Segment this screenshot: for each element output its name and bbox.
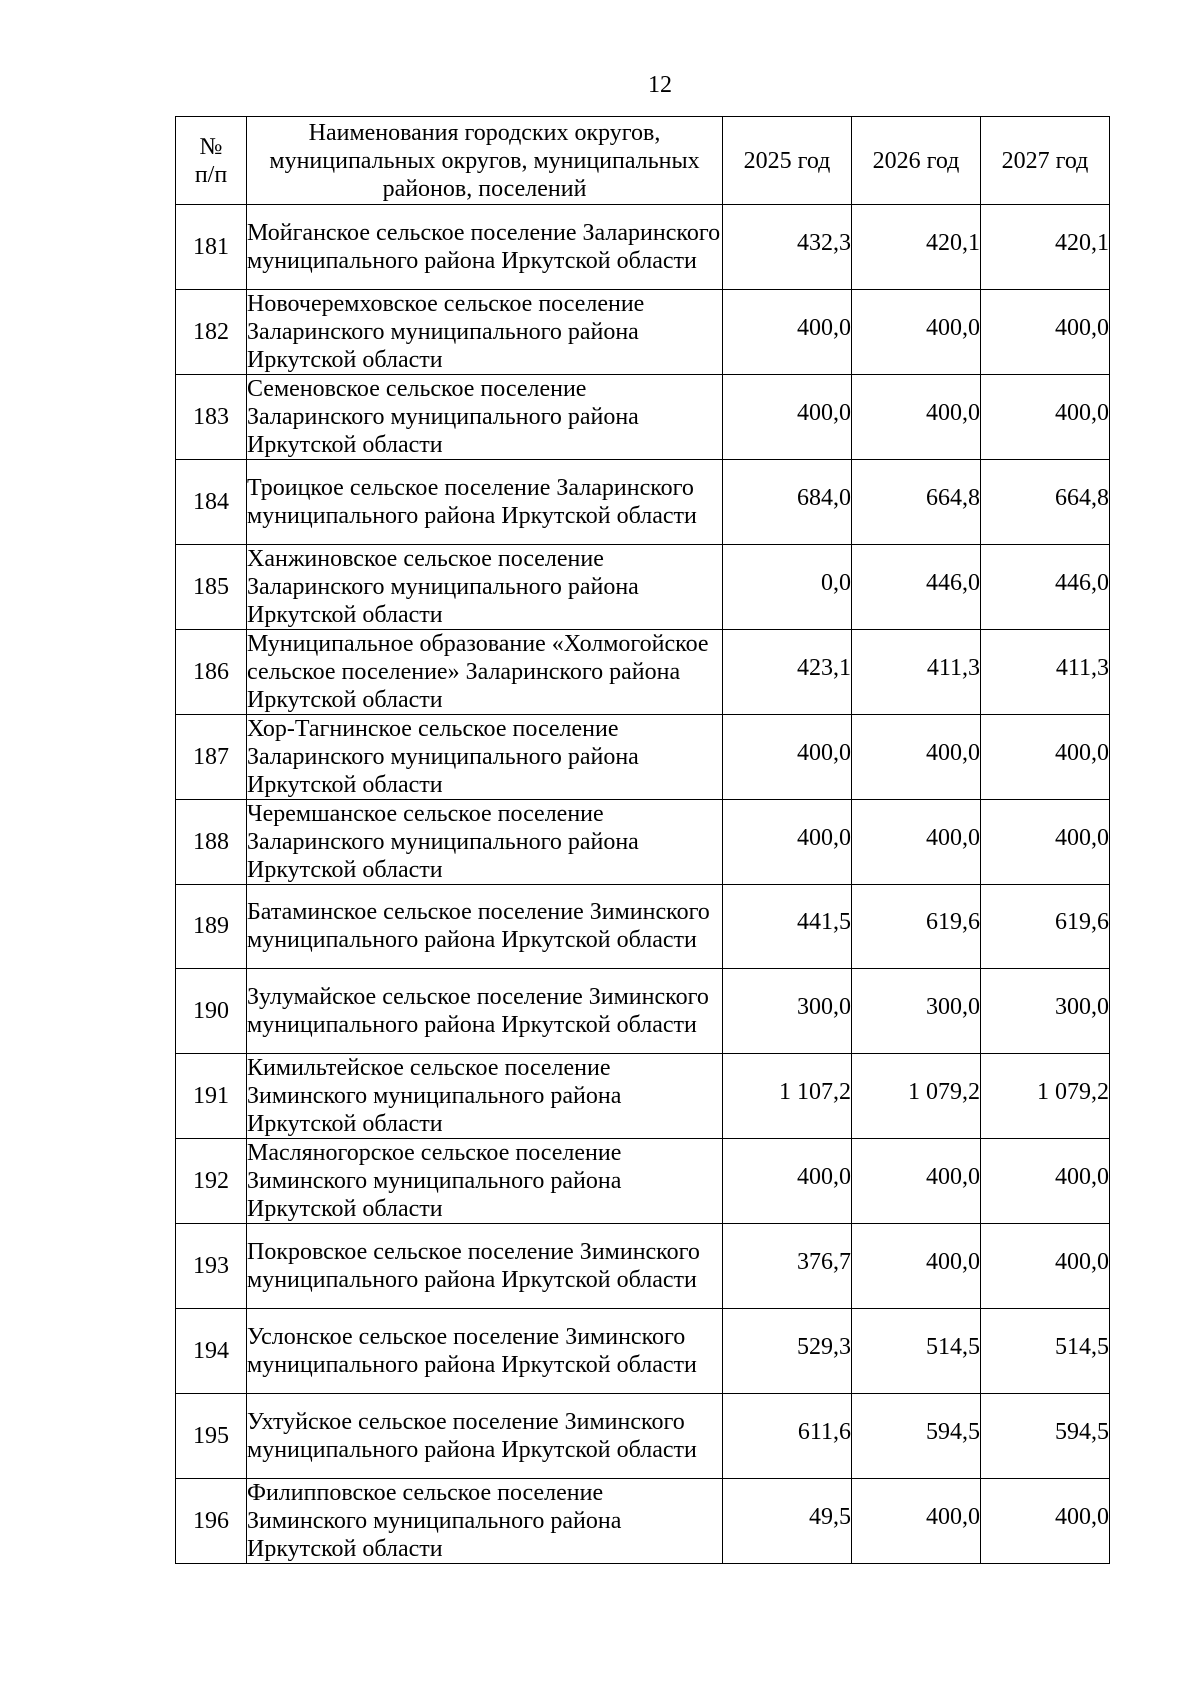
row-value-2025 [723, 799, 852, 884]
row-value-2026 [852, 884, 981, 969]
row-name [247, 1393, 723, 1478]
row-name-text: Новочеремховское сельское поселение Заларинского муниципального района Иркутской области [247, 290, 645, 373]
row-name-text: Хор-Тагнинское сельское поселение Заларинского муниципального района Иркутской области [247, 715, 639, 798]
row-number [176, 544, 247, 629]
table-row [176, 459, 1110, 544]
row-value-2026-text: 664,8 [926, 484, 980, 511]
row-number [176, 799, 247, 884]
row-name-text: Кимильтейское сельское поселение Зиминского муниципального района Иркутской области [247, 1055, 622, 1138]
table-row [176, 1393, 1110, 1478]
table-row [176, 544, 1110, 629]
row-name-text: Масляногорское сельское поселение Зиминского муниципального района Иркутской области [247, 1140, 622, 1223]
row-value-2025 [723, 544, 852, 629]
row-value-2026-text: 400,0 [926, 399, 980, 426]
table-row [176, 714, 1110, 799]
table-row [176, 1139, 1110, 1224]
row-value-2025-text: 49,5 [809, 1503, 851, 1530]
row-value-2025 [723, 969, 852, 1054]
row-value-2026 [852, 1054, 981, 1139]
row-number-text: 185 [193, 573, 229, 600]
row-value-2026 [852, 1393, 981, 1478]
row-value-2025 [723, 1308, 852, 1393]
row-value-2026-text: 446,0 [926, 569, 980, 596]
row-number [176, 374, 247, 459]
row-number-text: 188 [193, 828, 229, 855]
row-value-2025 [723, 629, 852, 714]
row-number-text: 191 [193, 1083, 229, 1110]
row-value-2026 [852, 544, 981, 629]
row-value-2025-text: 1 107,2 [779, 1079, 851, 1106]
row-number-text: 194 [193, 1337, 229, 1364]
table-row [176, 205, 1110, 290]
table-row [176, 799, 1110, 884]
row-value-2026 [852, 459, 981, 544]
row-number [176, 714, 247, 799]
row-value-2025-text: 0,0 [821, 569, 851, 596]
row-value-2027-text: 400,0 [1055, 1249, 1109, 1276]
row-name [247, 629, 723, 714]
row-name [247, 374, 723, 459]
row-value-2027-text: 664,8 [1055, 484, 1109, 511]
row-value-2026-text: 619,6 [926, 909, 980, 936]
row-value-2026 [852, 1308, 981, 1393]
table-row [176, 969, 1110, 1054]
row-value-2027-text: 400,0 [1055, 739, 1109, 766]
row-value-2026-text: 400,0 [926, 824, 980, 851]
row-value-2026 [852, 629, 981, 714]
row-value-2025 [723, 374, 852, 459]
row-value-2026 [852, 205, 981, 290]
row-number [176, 969, 247, 1054]
row-value-2025-text: 529,3 [797, 1333, 851, 1360]
row-number-text: 189 [193, 913, 229, 940]
table-row [176, 884, 1110, 969]
row-name [247, 544, 723, 629]
row-number [176, 629, 247, 714]
row-number [176, 1054, 247, 1139]
row-value-2025-text: 684,0 [797, 484, 851, 511]
row-number-text: 181 [193, 233, 229, 260]
row-value-2026-text: 400,0 [926, 314, 980, 341]
row-name [247, 1478, 723, 1563]
header-name [247, 117, 723, 205]
row-value-2025-text: 400,0 [797, 739, 851, 766]
row-value-2027-text: 446,0 [1055, 569, 1109, 596]
row-name-text: Черемшанское сельское поселение Заларинского муниципального района Иркутской области [247, 800, 639, 883]
row-number-text: 193 [193, 1253, 229, 1280]
row-name [247, 1308, 723, 1393]
row-number [176, 289, 247, 374]
row-name-text: Ухтуйское сельское поселение Зиминского муниципального района Иркутской области [247, 1408, 697, 1463]
row-value-2027 [981, 1393, 1110, 1478]
row-number [176, 1224, 247, 1309]
row-name [247, 289, 723, 374]
row-value-2027 [981, 544, 1110, 629]
row-value-2025 [723, 289, 852, 374]
row-number [176, 884, 247, 969]
row-value-2026-text: 594,5 [926, 1418, 980, 1445]
row-number-text: 182 [193, 318, 229, 345]
row-value-2027-text: 400,0 [1055, 314, 1109, 341]
row-value-2027-text: 300,0 [1055, 994, 1109, 1021]
row-value-2026 [852, 1139, 981, 1224]
row-value-2025-text: 432,3 [797, 229, 851, 256]
row-value-2025-text: 400,0 [797, 314, 851, 341]
row-value-2026 [852, 289, 981, 374]
header-number-label: № п/п [194, 133, 228, 188]
row-name [247, 1054, 723, 1139]
row-value-2027 [981, 205, 1110, 290]
row-name-text: Батаминское сельское поселение Зиминского муниципального района Иркутской области [247, 899, 710, 954]
row-value-2026-text: 400,0 [926, 1249, 980, 1276]
row-name [247, 714, 723, 799]
row-name-text: Зулумайское сельское поселение Зиминского муниципального района Иркутской области [247, 984, 709, 1039]
row-name [247, 969, 723, 1054]
row-value-2025 [723, 1054, 852, 1139]
row-value-2027-text: 619,6 [1055, 909, 1109, 936]
row-value-2026 [852, 1478, 981, 1563]
row-number-text: 186 [193, 658, 229, 685]
row-value-2025-text: 300,0 [797, 994, 851, 1021]
table-row [176, 1308, 1110, 1393]
row-name-text: Ханжиновское сельское поселение Заларинского муниципального района Иркутской области [247, 545, 639, 628]
row-number [176, 1478, 247, 1563]
header-year-2026: 2026 год [852, 117, 981, 205]
row-value-2026 [852, 969, 981, 1054]
row-value-2027 [981, 884, 1110, 969]
row-value-2025 [723, 205, 852, 290]
row-value-2027 [981, 1139, 1110, 1224]
row-number-text: 195 [193, 1422, 229, 1449]
row-value-2027-text: 400,0 [1055, 824, 1109, 851]
row-value-2027-text: 594,5 [1055, 1418, 1109, 1445]
table-row [176, 1054, 1110, 1139]
row-name-text: Троицкое сельское поселение Заларинского муниципального района Иркутской области [247, 474, 697, 529]
row-name-text: Мойганское сельское поселение Заларинского муниципального района Иркутской области [247, 219, 721, 274]
row-value-2027 [981, 1478, 1110, 1563]
row-value-2026 [852, 714, 981, 799]
row-value-2025-text: 400,0 [797, 1164, 851, 1191]
row-value-2025 [723, 714, 852, 799]
row-value-2027 [981, 969, 1110, 1054]
header-name-label: Наименования городских округов, муниципальных округов, муниципальных районов, поселений [269, 119, 700, 202]
row-value-2025 [723, 1224, 852, 1309]
header-year-2027: 2027 год [981, 117, 1110, 205]
row-number-text: 196 [193, 1507, 229, 1534]
row-number-text: 184 [193, 488, 229, 515]
row-name [247, 1139, 723, 1224]
header-number [176, 117, 247, 205]
page-number: 12 [648, 72, 672, 98]
row-value-2025-text: 400,0 [797, 824, 851, 851]
row-name-text: Услонское сельское поселение Зиминского муниципального района Иркутской области [247, 1323, 697, 1378]
row-name [247, 884, 723, 969]
row-value-2027 [981, 1308, 1110, 1393]
row-value-2026-text: 300,0 [926, 994, 980, 1021]
row-value-2026-text: 420,1 [926, 229, 980, 256]
row-value-2026-text: 400,0 [926, 1503, 980, 1530]
row-value-2025-text: 441,5 [797, 909, 851, 936]
row-value-2027 [981, 289, 1110, 374]
table-header-row [176, 117, 1110, 205]
header-year-2025: 2025 год [723, 117, 852, 205]
row-number-text: 183 [193, 403, 229, 430]
row-value-2027-text: 400,0 [1055, 1503, 1109, 1530]
row-name-text: Семеновское сельское поселение Заларинского муниципального района Иркутской области [247, 375, 639, 458]
row-value-2027 [981, 629, 1110, 714]
row-number-text: 192 [193, 1168, 229, 1195]
row-value-2025 [723, 1478, 852, 1563]
row-name [247, 205, 723, 290]
row-value-2025 [723, 459, 852, 544]
row-value-2026 [852, 1224, 981, 1309]
row-value-2027 [981, 799, 1110, 884]
row-value-2026 [852, 799, 981, 884]
row-value-2025-text: 376,7 [797, 1249, 851, 1276]
table-row [176, 289, 1110, 374]
row-value-2027 [981, 459, 1110, 544]
row-value-2026-text: 1 079,2 [908, 1079, 980, 1106]
row-value-2026 [852, 374, 981, 459]
row-value-2027 [981, 1054, 1110, 1139]
table-body [176, 205, 1110, 1564]
row-number [176, 1308, 247, 1393]
row-name-text: Муниципальное образование «Холмогойское сельское поселение» Заларинского района Иркутской области [247, 630, 709, 713]
table-row [176, 374, 1110, 459]
row-number [176, 1139, 247, 1224]
row-number-text: 190 [193, 998, 229, 1025]
row-value-2027-text: 1 079,2 [1037, 1079, 1109, 1106]
row-value-2027 [981, 1224, 1110, 1309]
row-name [247, 459, 723, 544]
row-value-2027 [981, 714, 1110, 799]
row-value-2025-text: 611,6 [797, 1418, 851, 1445]
allocation-table [175, 116, 1110, 1564]
row-value-2026-text: 400,0 [926, 739, 980, 766]
row-value-2027-text: 400,0 [1055, 399, 1109, 426]
row-value-2027 [981, 374, 1110, 459]
row-value-2025 [723, 1139, 852, 1224]
row-name-text: Покровское сельское поселение Зиминского муниципального района Иркутской области [247, 1239, 700, 1294]
row-value-2027-text: 420,1 [1055, 229, 1109, 256]
row-value-2027-text: 514,5 [1055, 1333, 1109, 1360]
table-row [176, 629, 1110, 714]
row-number [176, 1393, 247, 1478]
table-row [176, 1478, 1110, 1563]
row-value-2025-text: 423,1 [797, 654, 851, 681]
row-value-2025 [723, 1393, 852, 1478]
row-value-2025 [723, 884, 852, 969]
row-value-2026-text: 411,3 [926, 654, 980, 681]
row-value-2026-text: 400,0 [926, 1164, 980, 1191]
row-value-2026-text: 514,5 [926, 1333, 980, 1360]
row-value-2027-text: 400,0 [1055, 1164, 1109, 1191]
row-number [176, 205, 247, 290]
table-row [176, 1224, 1110, 1309]
row-name-text: Филипповское сельское поселение Зиминского муниципального района Иркутской области [247, 1479, 622, 1562]
row-name [247, 799, 723, 884]
row-name [247, 1224, 723, 1309]
row-number-text: 187 [193, 743, 229, 770]
row-value-2027-text: 411,3 [1055, 654, 1109, 681]
row-number [176, 459, 247, 544]
row-value-2025-text: 400,0 [797, 399, 851, 426]
